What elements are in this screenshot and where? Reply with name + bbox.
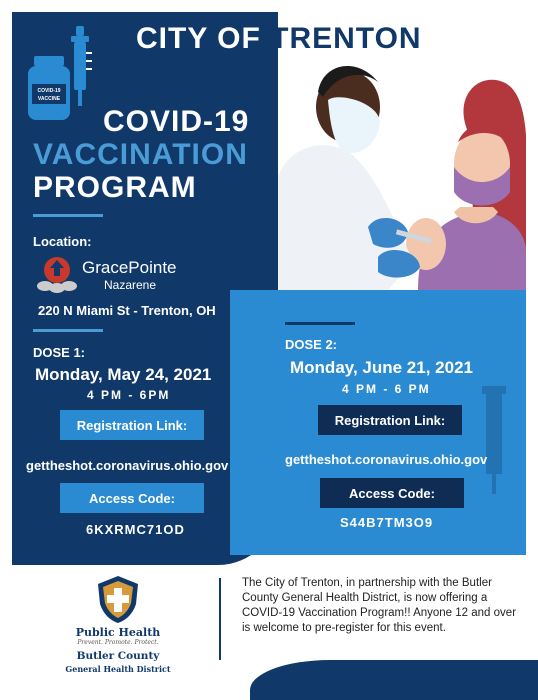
dose2-registration-button[interactable]: Registration Link: xyxy=(318,405,462,435)
dose2-access-code: S44B7TM3O9 xyxy=(340,515,434,530)
public-health-shield-icon xyxy=(94,574,142,624)
dose2-date: Monday, June 21, 2021 xyxy=(290,358,473,377)
faded-syringe-icon xyxy=(474,378,514,498)
footer-wave-decoration xyxy=(250,660,538,700)
dose2-divider xyxy=(285,322,355,325)
program-title-line3: PROGRAM xyxy=(33,171,197,204)
venue-name: GracePointe xyxy=(82,258,177,277)
dose2-time: 4 PM - 6 PM xyxy=(342,382,431,396)
dose1-access-code: 6KXRMC71OD xyxy=(86,522,185,537)
vial-label-line2: VACCINE xyxy=(37,96,61,102)
dose2-registration-link[interactable]: gettheshot.coronavirus.ohio.gov xyxy=(285,452,488,467)
title-city-of: CITY OF xyxy=(136,22,261,55)
dose1-registration-button[interactable]: Registration Link: xyxy=(60,410,204,440)
public-health-tagline: Prevent. Promote. Protect. xyxy=(77,639,159,646)
location-divider xyxy=(33,329,103,332)
location-label: Location: xyxy=(33,234,92,249)
public-health-name: Public Health xyxy=(75,626,161,639)
footer-description: The City of Trenton, in partnership with the Butler County General Health District, is now offering a COVID-19 Vaccination Program!! Anyone 12 and over is welcome to pre-register for this event. xyxy=(242,577,517,634)
title-divider xyxy=(33,214,103,217)
gracepointe-logo-icon xyxy=(36,254,78,296)
vial-label-line1: COVID-19 xyxy=(37,88,61,94)
dose1-date: Monday, May 24, 2021 xyxy=(35,365,212,384)
organization-name: Butler County xyxy=(76,650,160,662)
title-trenton: TRENTON xyxy=(270,22,422,55)
dose1-registration-link[interactable]: gettheshot.coronavirus.ohio.gov xyxy=(26,458,229,473)
program-title-line1: COVID-19 xyxy=(103,105,250,138)
venue-address: 220 N Miami St - Trenton, OH xyxy=(38,303,216,318)
program-title-line2: VACCINATION xyxy=(33,138,248,171)
dose1-time: 4 PM - 6PM xyxy=(87,388,171,402)
venue-subtitle: Nazarene xyxy=(104,278,157,292)
dose2-access-code-button[interactable]: Access Code: xyxy=(320,478,464,508)
dose1-access-code-button[interactable]: Access Code: xyxy=(60,483,204,513)
organization-subtitle: General Health District xyxy=(65,664,171,674)
dose1-label: DOSE 1: xyxy=(33,345,86,360)
dose2-label: DOSE 2: xyxy=(285,337,338,352)
page-title xyxy=(136,22,422,56)
vaccine-vial-syringe-icon xyxy=(24,22,102,126)
footer-divider xyxy=(219,578,221,660)
